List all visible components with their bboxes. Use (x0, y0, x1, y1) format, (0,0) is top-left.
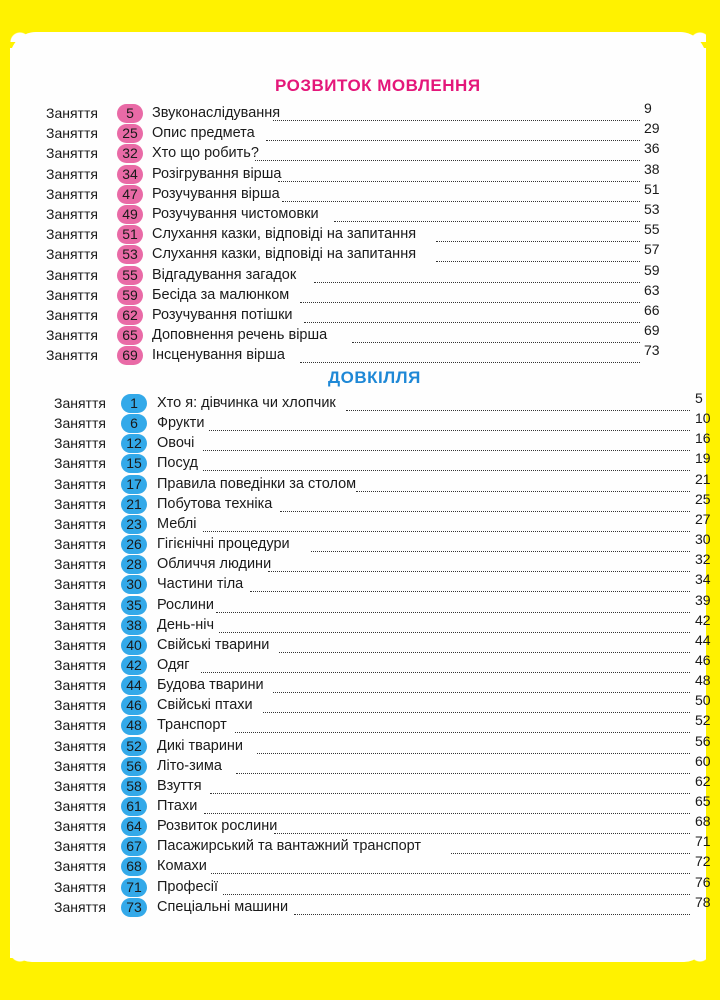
lesson-label: Заняття (54, 898, 106, 915)
lesson-label: Заняття (54, 495, 106, 512)
topic-title: Гігієнічні процедури (157, 536, 290, 553)
page-number: 48 (695, 672, 711, 689)
lesson-label: Заняття (54, 556, 106, 573)
lesson-number-badge: 58 (121, 777, 147, 796)
dot-leader (236, 773, 690, 774)
toc-row (0, 793, 720, 817)
lesson-label: Заняття (46, 185, 98, 202)
lesson-label: Заняття (46, 307, 98, 323)
lesson-number-badge: 65 (117, 326, 143, 345)
page-number: 60 (695, 752, 711, 769)
page-number: 76 (695, 873, 711, 890)
dot-leader (279, 652, 690, 653)
page-number: 10 (695, 410, 711, 427)
dot-leader (223, 894, 690, 895)
dot-leader (300, 302, 640, 303)
dot-leader (203, 470, 690, 471)
page-number: 57 (644, 241, 660, 258)
lesson-number-badge: 47 (117, 185, 143, 204)
toc-row (0, 241, 720, 265)
lesson-number-badge: 68 (121, 857, 147, 876)
toc-row (0, 631, 720, 656)
topic-title: Рослини (157, 596, 215, 613)
topic-title: Обличчя людини (157, 556, 272, 573)
toc-row (0, 100, 720, 124)
dot-leader (201, 672, 690, 673)
lesson-label: Заняття (46, 327, 98, 344)
dot-leader (436, 261, 640, 262)
lesson-number-badge: 55 (117, 266, 143, 285)
topic-title: Слухання казки, відповіді на запитання (152, 226, 417, 243)
lesson-number-badge: 61 (121, 797, 147, 816)
lesson-number-badge: 38 (121, 616, 147, 635)
lesson-label: Заняття (54, 717, 106, 734)
lesson-label: Заняття (54, 515, 106, 532)
topic-title: Свійські тварини (157, 636, 270, 653)
toc-row (0, 510, 720, 535)
topic-title: Одяг (157, 656, 190, 673)
dot-leader (210, 793, 690, 794)
toc-row (0, 672, 720, 696)
page-number: 53 (644, 201, 660, 217)
toc-row (0, 752, 720, 777)
lesson-number-badge: 59 (117, 286, 143, 305)
lesson-number-badge: 15 (121, 454, 147, 473)
topic-title: Будова тварини (157, 677, 264, 694)
scallop-edge-top (10, 22, 706, 42)
page-number: 16 (695, 430, 711, 447)
lesson-number-badge: 40 (121, 636, 147, 655)
dot-leader (273, 692, 690, 693)
lesson-label: Заняття (46, 206, 98, 222)
dot-leader (278, 181, 640, 182)
toc-row (0, 180, 720, 205)
page-number: 42 (695, 611, 711, 628)
dot-leader (204, 813, 690, 814)
lesson-number-badge: 48 (121, 716, 147, 735)
lesson-number-badge: 73 (121, 898, 147, 917)
topic-title: Правила поведінки за столом (157, 475, 357, 492)
lesson-label: Заняття (54, 656, 106, 673)
lesson-number-badge: 5 (117, 104, 143, 123)
toc-row (0, 551, 720, 575)
toc-row (0, 261, 720, 286)
dot-leader (356, 491, 690, 492)
lesson-number-badge: 51 (117, 225, 143, 244)
dot-leader (280, 511, 690, 512)
page-number: 9 (644, 100, 652, 116)
page-number: 62 (695, 772, 711, 789)
lesson-number-badge: 17 (121, 475, 147, 494)
lesson-number-badge: 56 (121, 757, 147, 776)
lesson-label: Заняття (46, 266, 98, 283)
topic-title: Овочі (157, 435, 195, 452)
toc-row (0, 591, 720, 616)
lesson-label: Заняття (54, 737, 106, 754)
dot-leader (211, 873, 690, 874)
toc-row (0, 281, 720, 306)
page-number: 72 (695, 853, 711, 870)
lesson-label: Заняття (54, 576, 106, 593)
toc-row (0, 571, 720, 595)
dot-leader (352, 342, 640, 343)
lesson-label: Заняття (54, 798, 106, 814)
dot-leader (203, 531, 690, 532)
lesson-label: Заняття (54, 415, 106, 432)
lesson-label: Заняття (54, 677, 106, 694)
toc-row (0, 302, 720, 326)
topic-title: Літо-зима (157, 757, 222, 774)
lesson-label: Заняття (46, 347, 98, 364)
topic-title: Хто що робить? (152, 145, 259, 162)
lesson-label: Заняття (54, 878, 106, 895)
lesson-number-badge: 49 (117, 205, 143, 224)
toc-row (0, 853, 720, 877)
page-number: 38 (644, 160, 660, 177)
toc-row (0, 140, 720, 164)
page-number: 46 (695, 651, 711, 668)
lesson-number-badge: 69 (117, 346, 143, 365)
lesson-number-badge: 34 (117, 165, 143, 184)
topic-title: День-ніч (157, 616, 215, 633)
page-number: 34 (695, 571, 711, 588)
page-number: 68 (695, 813, 711, 830)
section-title-environment: ДОВКІЛЛЯ (328, 368, 421, 387)
scallop-edge-bottom (10, 952, 706, 972)
dot-leader (436, 241, 640, 242)
toc-row (0, 390, 720, 414)
page-number: 78 (695, 893, 711, 910)
page-number: 51 (644, 180, 660, 197)
page-number: 21 (695, 470, 711, 487)
topic-title: Професії (157, 878, 219, 895)
dot-leader (255, 160, 640, 161)
dot-leader (346, 410, 690, 411)
page-number: 27 (695, 510, 711, 527)
lesson-label: Заняття (54, 596, 106, 613)
dot-leader (274, 833, 690, 834)
page-number: 65 (695, 793, 711, 809)
lesson-label: Заняття (46, 145, 98, 162)
lesson-number-badge: 23 (121, 515, 147, 534)
lesson-label: Заняття (54, 536, 106, 553)
toc-row (0, 813, 720, 837)
topic-title: Меблі (157, 515, 197, 532)
lesson-number-badge: 1 (121, 394, 147, 413)
toc-row (0, 160, 720, 185)
lesson-number-badge: 25 (117, 124, 143, 143)
lesson-number-badge: 35 (121, 596, 147, 615)
toc-row (0, 732, 720, 757)
topic-title: Дикі тварини (157, 737, 244, 754)
lesson-label: Заняття (46, 286, 98, 303)
lesson-number-badge: 64 (121, 817, 147, 836)
dot-leader (451, 853, 690, 854)
lesson-label: Заняття (54, 435, 106, 452)
topic-title: Слухання казки, відповіді на запитання (152, 246, 417, 263)
dot-leader (250, 591, 690, 592)
topic-title: Розучування чистомовки (152, 206, 319, 222)
topic-title: Птахи (157, 798, 198, 814)
lesson-label: Заняття (54, 838, 106, 855)
topic-title: Інсценування вірша (152, 347, 285, 364)
lesson-number-badge: 32 (117, 144, 143, 163)
lesson-number-badge: 62 (117, 306, 143, 325)
toc-row (0, 712, 720, 736)
toc-row (0, 430, 720, 454)
section-title-speech: РОЗВИТОК МОВЛЕННЯ (275, 76, 481, 95)
toc-row (0, 893, 720, 918)
topic-title: Розучування потішки (152, 307, 293, 323)
page-number: 66 (644, 302, 660, 318)
topic-title: Розучування вірша (152, 185, 280, 202)
toc-row (0, 120, 720, 144)
lesson-label: Заняття (46, 125, 98, 142)
toc-row (0, 221, 720, 245)
page-number: 71 (695, 833, 711, 850)
page-number: 39 (695, 591, 711, 608)
lesson-number-badge: 12 (121, 434, 147, 453)
topic-title: Розігрування вірша (152, 165, 282, 182)
toc-row (0, 201, 720, 225)
lesson-label: Заняття (54, 697, 106, 714)
lesson-number-badge: 71 (121, 878, 147, 897)
page-number: 69 (644, 322, 660, 339)
topic-title: Частини тіла (157, 576, 244, 593)
topic-title: Звуконаслідування (152, 105, 281, 121)
toc-row (0, 470, 720, 495)
page-number: 25 (695, 490, 711, 507)
toc-row (0, 651, 720, 676)
topic-title: Відгадування загадок (152, 266, 297, 283)
topic-title: Побутова техніка (157, 495, 273, 512)
toc-row (0, 772, 720, 797)
toc-row (0, 531, 720, 555)
page-number: 59 (644, 261, 660, 278)
topic-title: Пасажирський та вантажний транспорт (157, 838, 422, 855)
dot-leader (273, 120, 640, 121)
toc-row (0, 692, 720, 716)
topic-title: Комахи (157, 858, 207, 875)
lesson-number-badge: 30 (121, 575, 147, 594)
lesson-number-badge: 42 (121, 656, 147, 675)
lesson-number-badge: 44 (121, 676, 147, 695)
page-number: 50 (695, 692, 711, 709)
page-number: 56 (695, 732, 711, 749)
dot-leader (266, 140, 640, 141)
lesson-label: Заняття (46, 105, 98, 121)
lesson-label: Заняття (54, 616, 106, 633)
lesson-label: Заняття (54, 777, 106, 794)
page-number: 36 (644, 140, 660, 157)
topic-title: Розвиток рослини (157, 818, 278, 835)
topic-title: Хто я: дівчинка чи хлопчик (157, 395, 336, 411)
lesson-label: Заняття (54, 818, 106, 835)
dot-leader (268, 571, 690, 572)
toc-row (0, 342, 720, 366)
page-number: 5 (695, 390, 703, 406)
dot-leader (314, 282, 640, 283)
dot-leader (282, 201, 640, 202)
topic-title: Взуття (157, 777, 202, 794)
dot-leader (294, 914, 690, 915)
topic-title: Транспорт (157, 717, 227, 734)
dot-leader (257, 753, 690, 754)
page-number: 55 (644, 221, 660, 238)
lesson-number-badge: 53 (117, 245, 143, 264)
topic-title: Спеціальні машини (157, 898, 289, 915)
page-number: 29 (644, 120, 660, 137)
dot-leader (209, 430, 690, 431)
page-number: 19 (695, 450, 711, 467)
lesson-label: Заняття (46, 246, 98, 263)
page-number: 32 (695, 551, 711, 568)
page-number: 30 (695, 531, 711, 548)
page-number: 73 (644, 342, 660, 359)
dot-leader (304, 322, 640, 323)
topic-title: Доповнення речень вірша (152, 327, 328, 344)
page-number: 52 (695, 712, 711, 729)
topic-title: Бесіда за малюнком (152, 286, 290, 303)
dot-leader (219, 632, 690, 633)
dot-leader (216, 612, 690, 613)
toc-row (0, 833, 720, 857)
dot-leader (263, 712, 690, 713)
lesson-label: Заняття (54, 757, 106, 774)
lesson-number-badge: 6 (121, 414, 147, 433)
topic-title: Фрукти (157, 415, 205, 432)
lesson-label: Заняття (54, 858, 106, 875)
toc-row (0, 322, 720, 346)
lesson-number-badge: 52 (121, 737, 147, 756)
dot-leader (300, 362, 640, 363)
lesson-label: Заняття (54, 636, 106, 653)
lesson-label: Заняття (46, 226, 98, 243)
topic-title: Посуд (157, 455, 198, 472)
lesson-label: Заняття (54, 455, 106, 472)
toc-row (0, 410, 720, 434)
lesson-label: Заняття (46, 165, 98, 182)
lesson-number-badge: 21 (121, 495, 147, 514)
lesson-label: Заняття (54, 475, 106, 492)
toc-row (0, 490, 720, 515)
page-number: 44 (695, 631, 711, 648)
topic-title: Свійські птахи (157, 697, 253, 714)
topic-title: Опис предмета (152, 125, 255, 142)
dot-leader (203, 450, 690, 451)
dot-leader (334, 221, 640, 222)
lesson-number-badge: 26 (121, 535, 147, 554)
toc-row (0, 611, 720, 636)
toc-row (0, 450, 720, 474)
lesson-number-badge: 28 (121, 555, 147, 574)
lesson-number-badge: 46 (121, 696, 147, 715)
toc-row (0, 873, 720, 898)
lesson-number-badge: 67 (121, 837, 147, 856)
dot-leader (235, 732, 690, 733)
lesson-label: Заняття (54, 395, 106, 411)
dot-leader (311, 551, 690, 552)
page-number: 63 (644, 281, 660, 298)
